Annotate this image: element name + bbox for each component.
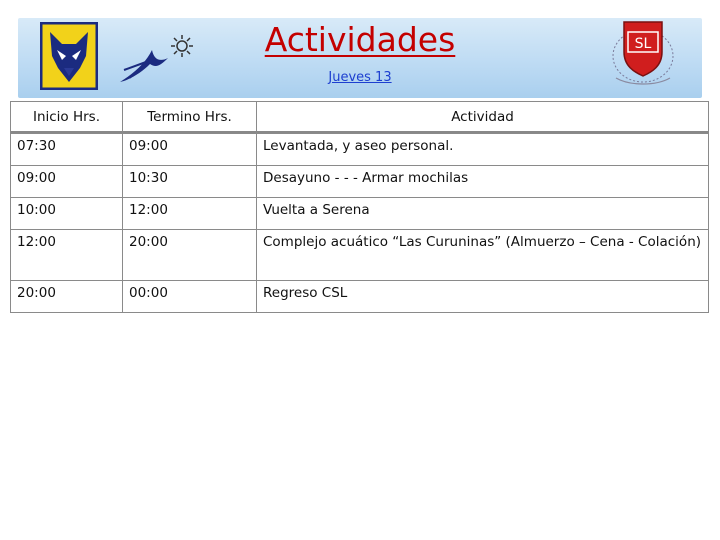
table-row <box>11 281 709 313</box>
cell-activity: Regreso CSL <box>257 281 709 313</box>
activity-schedule-table <box>10 101 709 313</box>
cell-end: 00:00 <box>123 281 257 313</box>
cell-activity: Complejo acuático “Las Curuninas” (Almuerzo – Cena - Colación) <box>257 230 709 281</box>
cell-end: 10:30 <box>123 166 257 198</box>
cell-start: 12:00 <box>11 230 123 281</box>
table-row <box>11 198 709 230</box>
table-row <box>11 134 709 166</box>
cell-activity: Levantada, y aseo personal. <box>257 134 709 166</box>
table-row <box>11 166 709 198</box>
csl-crest-text: SL <box>634 36 652 52</box>
header-end: Termino Hrs. <box>123 102 257 134</box>
cell-start: 10:00 <box>11 198 123 230</box>
cell-activity: Desayuno - - - Armar mochilas <box>257 166 709 198</box>
table-header-row <box>11 102 709 134</box>
cell-end: 20:00 <box>123 230 257 281</box>
cell-end: 12:00 <box>123 198 257 230</box>
table-row <box>11 230 709 281</box>
cell-end: 09:00 <box>123 134 257 166</box>
day-subtitle: Jueves 13 <box>328 70 392 85</box>
page-title: Actividades <box>264 20 456 59</box>
header-start: Inicio Hrs. <box>11 102 123 134</box>
cell-activity: Vuelta a Serena <box>257 198 709 230</box>
header-activity: Actividad <box>257 102 709 134</box>
cell-start: 09:00 <box>11 166 123 198</box>
cell-start: 20:00 <box>11 281 123 313</box>
csl-shield-crest-icon <box>610 16 676 90</box>
cell-start: 07:30 <box>11 134 123 166</box>
